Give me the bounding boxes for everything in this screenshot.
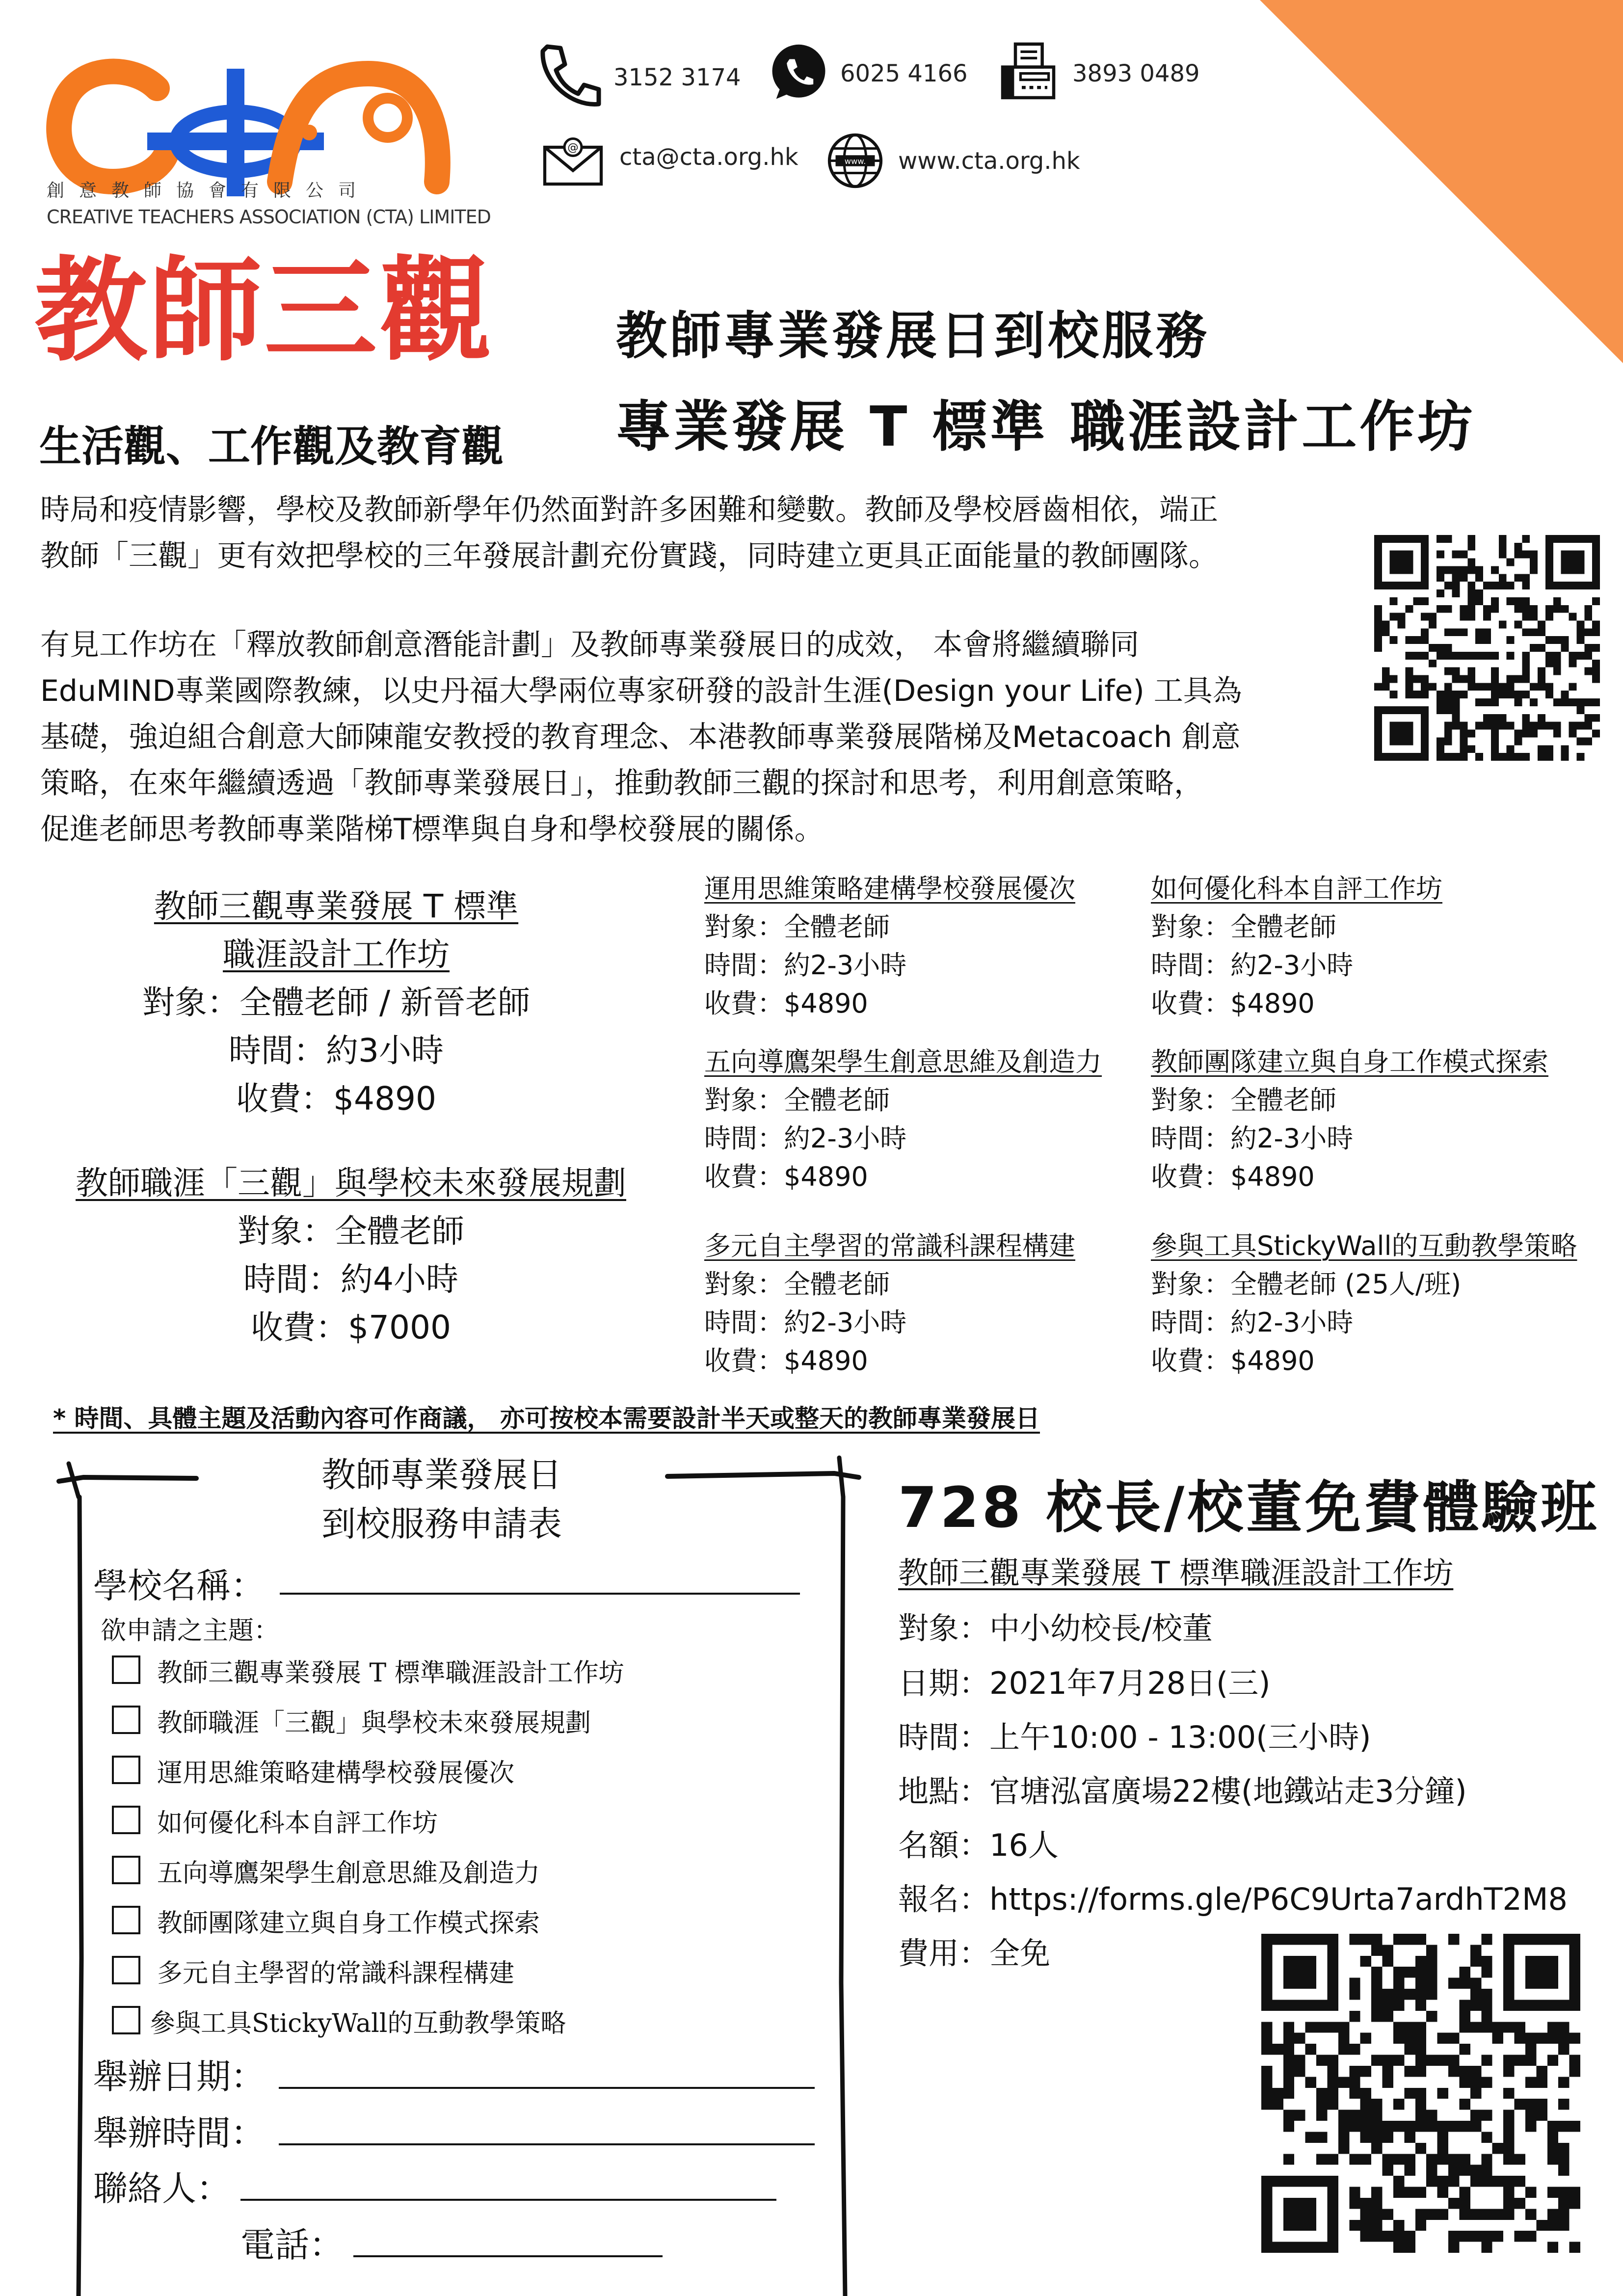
trial-subtitle: 教師三觀專業發展 T 標準職涯設計工作坊 — [898, 1555, 1454, 1591]
workshop-grid-2 — [1151, 870, 1442, 1023]
contact-person-field[interactable] — [240, 2199, 776, 2201]
workshop-target: 對象：全體老師 — [1151, 911, 1336, 942]
workshop-target: 對象：全體老師 — [238, 1212, 464, 1250]
workshop-time: 時間：約2-3小時 — [1151, 1307, 1354, 1338]
event-time-field[interactable] — [279, 2143, 815, 2145]
logo-name-en: CREATIVE TEACHERS ASSOCIATION (CTA) LIMITED — [47, 206, 491, 228]
workshop-time: 時間：約2-3小時 — [704, 950, 907, 981]
form-title — [216, 1450, 667, 1548]
email-address[interactable]: cta@cta.org.hk — [619, 143, 798, 171]
workshop-fee: 收費：$4890 — [1151, 1161, 1315, 1192]
qr-code-icon — [1374, 535, 1600, 761]
phone-label: 電話： — [240, 2225, 344, 2265]
workshop-main-2 — [49, 1159, 653, 1352]
topic-option-2: 教師職涯「三觀」與學校未來發展規劃 — [157, 1709, 591, 1738]
heading-service: 教師專業發展日到校服務 — [616, 306, 1210, 366]
trial-title: 728 校長/校董免費體驗班 — [898, 1475, 1600, 1540]
qr-code-icon — [1261, 1934, 1580, 2253]
workshop-time: 時間：約4小時 — [243, 1260, 458, 1298]
workshop-fee: 收費：$4890 — [1151, 1345, 1315, 1376]
workshop-title: 教師職涯「三觀」與學校未來發展規劃 — [76, 1164, 626, 1202]
topic-option-7: 多元自主學習的常識科課程構建 — [157, 1959, 515, 1988]
workshop-title: 運用思維策略建構學校發展優次 — [704, 873, 1075, 904]
workshop-title: 多元自主學習的常識科課程構建 — [704, 1230, 1075, 1261]
trial-target: 對象：中小幼校長/校董 — [898, 1610, 1213, 1646]
heading-workshop: 專業發展 T 標準 職涯設計工作坊 — [616, 395, 1476, 459]
workshop-grid-1 — [704, 870, 1075, 1023]
fax-number: 3893 0489 — [1072, 60, 1200, 87]
workshop-main-1 — [59, 882, 613, 1123]
workshop-fee: 收費：$4890 — [1151, 988, 1315, 1019]
workshop-target: 對象：全體老師 — [1151, 1085, 1336, 1116]
footnote: * 時間、具體主題及活動內容可作商議， 亦可按校本需要設計半天或整天的教師專業發展日 — [53, 1404, 1040, 1433]
svg-text:@: @ — [567, 141, 579, 154]
phone-number: 3152 3174 — [613, 64, 741, 91]
intro-paragraph-2 — [40, 622, 1365, 853]
fax-icon — [996, 40, 1060, 104]
topic-option-6: 教師團隊建立與自身工作模式探索 — [157, 1909, 540, 1938]
workshop-grid-3 — [704, 1043, 1102, 1196]
workshop-fee: 收費：$4890 — [704, 1345, 868, 1376]
workshop-fee: 收費：$4890 — [236, 1080, 436, 1118]
workshop-title: 如何優化科本自評工作坊 — [1151, 873, 1442, 904]
event-date-field[interactable] — [279, 2087, 815, 2089]
topic-checkbox-7[interactable] — [112, 1956, 140, 1984]
trial-fee: 費用：全免 — [898, 1935, 1051, 1971]
workshop-time: 時間：約2-3小時 — [704, 1307, 907, 1338]
topic-checkbox-5[interactable] — [112, 1856, 140, 1884]
workshop-time: 時間：約2-3小時 — [1151, 1123, 1354, 1154]
event-time-label: 舉辦時間： — [93, 2113, 265, 2153]
topic-option-5: 五向導鷹架學生創意思維及創造力 — [157, 1859, 540, 1888]
workshop-title: 職涯設計工作坊 — [223, 935, 450, 973]
trial-registration-link[interactable]: 報名：https://forms.gle/P6C9Urta7ardhT2M8 — [898, 1881, 1568, 1917]
workshop-target: 對象：全體老師 — [704, 911, 890, 942]
intro-line: EduMIND專業國際教練，以史丹福大學兩位專家研發的設計生涯(Design your Life) 工具為 — [40, 674, 1242, 708]
topic-option-8: 參與工具StickyWall的互動教學策略 — [150, 2009, 566, 2038]
intro-line: 教師「三觀」更有效把學校的三年發展計劃充份實踐，同時建立更具正面能量的教師團隊。 — [40, 539, 1218, 573]
topic-checkbox-8[interactable] — [112, 2006, 140, 2034]
intro-line: 有見工作坊在「釋放教師創意潛能計劃」及教師專業發展日的成效， 本會將繼續聯同 — [40, 628, 1140, 662]
website-url[interactable]: www.cta.org.hk — [898, 147, 1080, 175]
intro-line: 時局和疫情影響，學校及教師新學年仍然面對許多困難和變數。教師及學校唇齒相依，端正 — [40, 493, 1218, 527]
main-subtitle: 生活觀、工作觀及教育觀 — [39, 422, 504, 471]
whatsapp-number: 6025 4166 — [840, 60, 968, 87]
form-title-line: 到校服務申請表 — [321, 1504, 562, 1544]
workshop-target: 對象：全體老師 (25人/班) — [1151, 1269, 1462, 1300]
topic-checkbox-6[interactable] — [112, 1906, 140, 1934]
phone-field[interactable] — [353, 2255, 663, 2257]
workshop-time: 時間：約2-3小時 — [1151, 950, 1354, 981]
topic-option-3: 運用思維策略建構學校發展優次 — [157, 1759, 515, 1788]
svg-text:www.: www. — [844, 156, 866, 166]
workshop-fee: 收費：$4890 — [704, 1161, 868, 1192]
topics-label: 欲申請之主題： — [101, 1616, 280, 1646]
corner-decoration — [1260, 0, 1623, 363]
whatsapp-icon — [766, 39, 832, 106]
intro-paragraph-1 — [40, 487, 1365, 579]
intro-line: 促進老師思考教師專業階梯T標準與自身和學校發展的關係。 — [40, 812, 824, 847]
topic-checkbox-2[interactable] — [112, 1706, 140, 1734]
workshop-fee: 收費：$4890 — [704, 988, 868, 1019]
trial-time: 時間：上午10:00 - 13:00(三小時) — [898, 1719, 1371, 1755]
workshop-title: 參與工具StickyWall的互動教學策略 — [1151, 1230, 1577, 1261]
contact-person-label: 聯絡人： — [93, 2168, 231, 2209]
intro-line: 基礎，強迫組合創意大師陳龍安教授的教育理念、本港教師專業發展階梯及Metacoach 創意 — [40, 720, 1241, 754]
main-title: 教師三觀 — [34, 246, 494, 377]
workshop-time: 時間：約3小時 — [229, 1032, 444, 1069]
globe-icon — [825, 130, 886, 191]
trial-date: 日期：2021年7月28日(三) — [898, 1665, 1271, 1701]
workshop-title: 教師團隊建立與自身工作模式探索 — [1151, 1046, 1548, 1077]
topic-checkbox-3[interactable] — [112, 1756, 140, 1784]
workshop-title: 五向導鷹架學生創意思維及創造力 — [704, 1046, 1102, 1077]
logo-name-cn: 創意教師協會有限公司 — [47, 181, 371, 201]
cta-logo — [34, 29, 496, 236]
topic-checkbox-4[interactable] — [112, 1806, 140, 1834]
topic-option-1: 教師三觀專業發展 T 標準職涯設計工作坊 — [157, 1658, 624, 1688]
topic-option-4: 如何優化科本自評工作坊 — [157, 1809, 438, 1838]
topic-checkbox-1[interactable] — [112, 1655, 140, 1684]
workshop-grid-4 — [1151, 1043, 1548, 1196]
trial-quota: 名額：16人 — [898, 1827, 1059, 1863]
phone-icon — [532, 39, 606, 113]
workshop-time: 時間：約2-3小時 — [704, 1123, 907, 1154]
workshop-title: 教師三觀專業發展 T 標準 — [154, 887, 519, 925]
school-name-label: 學校名稱： — [93, 1566, 265, 1606]
workshop-target: 對象：全體老師 — [704, 1269, 890, 1300]
workshop-target: 對象：全體老師 — [704, 1085, 890, 1116]
workshop-target: 對象：全體老師 / 新晉老師 — [142, 984, 531, 1021]
event-date-label: 舉辦日期： — [93, 2056, 265, 2097]
workshop-grid-5 — [704, 1227, 1075, 1380]
workshop-grid-6 — [1151, 1227, 1577, 1380]
workshop-fee: 收費：$7000 — [251, 1308, 451, 1346]
intro-line: 策略，在來年繼續透過「教師專業發展日」，推動教師三觀的探討和思考，利用創意策略， — [40, 766, 1203, 801]
school-name-field[interactable] — [280, 1593, 800, 1595]
email-icon — [542, 135, 604, 187]
form-title-line: 教師專業發展日 — [321, 1455, 562, 1495]
trial-venue: 地點：官塘泓富廣場22樓(地鐵站走3分鐘) — [898, 1773, 1467, 1809]
